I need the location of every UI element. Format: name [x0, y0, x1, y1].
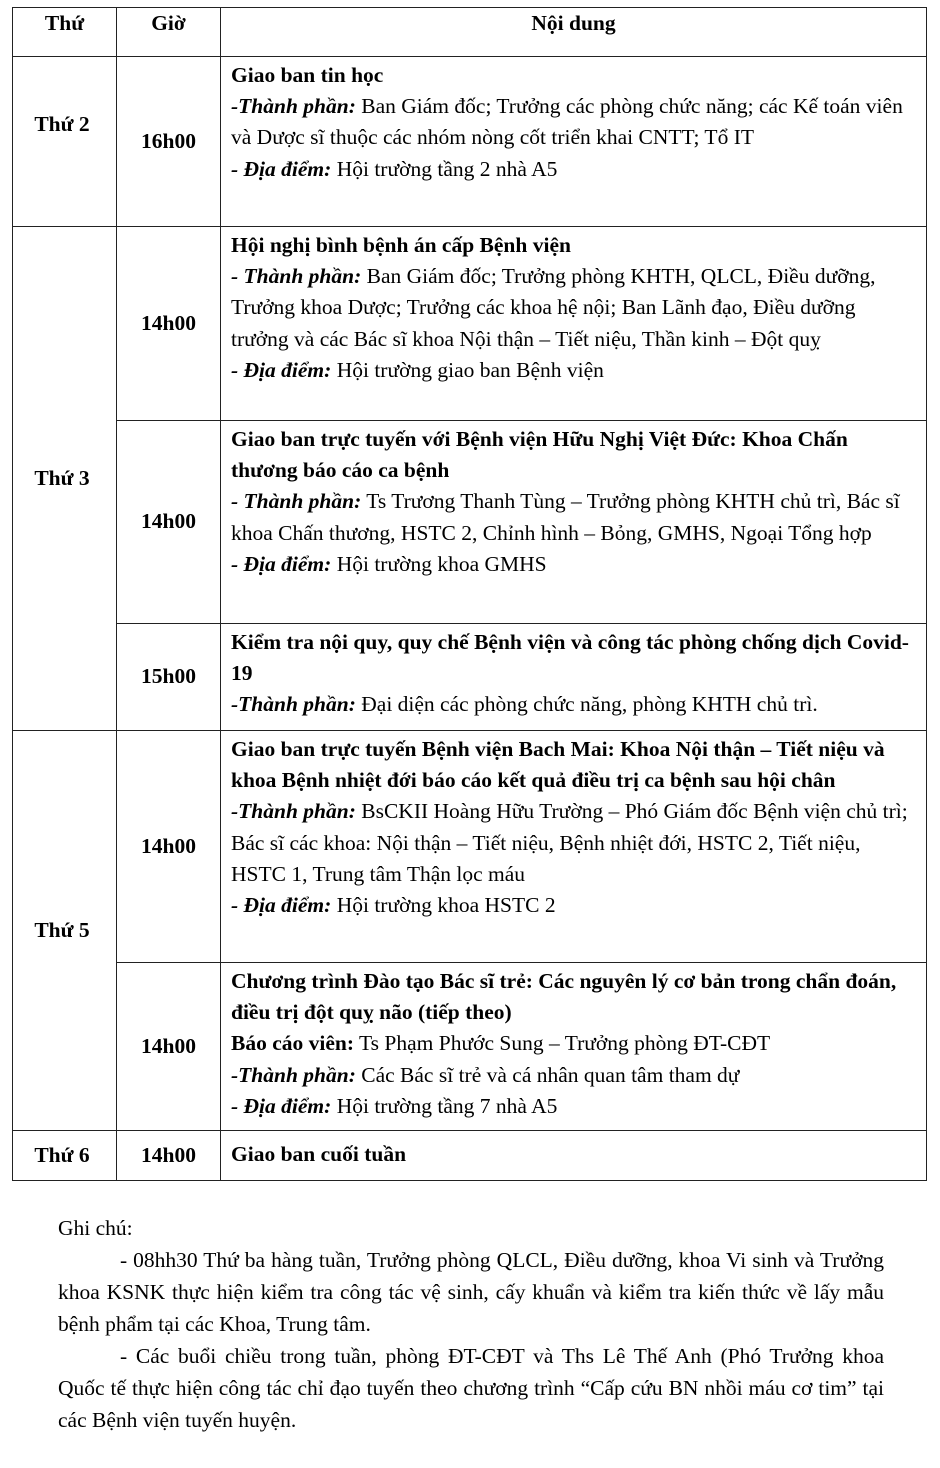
location-line: [231, 1091, 916, 1122]
participants-line: [231, 1060, 916, 1091]
location-text: Hội trường khoa HSTC 2: [331, 893, 556, 918]
time-cell: 14h00: [117, 1131, 221, 1181]
time-cell: 16h00: [117, 57, 221, 227]
participants-label: -Thành phần:: [231, 692, 356, 717]
participants-line: [231, 796, 916, 890]
participants-line: [231, 689, 916, 720]
participants-text: BsCKII Hoàng Hữu Trường – Phó Giám đốc Bệnh viện chủ trì; Bác sĩ các khoa: Nội thận – Tiết niệu, Bệnh nhiệt đới, HSTC 2, Tiết niệu, HSTC 1, Trung tâm Thận lọc máu: [231, 799, 908, 886]
table-row: [13, 624, 927, 731]
speaker-text: Ts Phạm Phước Sung – Trưởng phòng ĐT-CĐT: [354, 1031, 771, 1056]
header-content: Nội dung: [221, 8, 927, 57]
location-label: - Địa điểm:: [231, 357, 332, 382]
table-row: [13, 963, 927, 1131]
participants-line: [231, 486, 916, 548]
table-row: [13, 1131, 927, 1181]
participants-text: Ban Giám đốc; Trưởng phòng KHTH, QLCL, Điều dưỡng, Trưởng khoa Dược; Trưởng các khoa hệ nội; Ban Lãnh đạo, Điều dưỡng trưởng và các Bác sĩ khoa Nội thận – Tiết niệu, Thần kinh – Đột quỵ: [231, 264, 876, 351]
header-time: Giờ: [117, 8, 221, 57]
location-label: - Địa điểm:: [231, 156, 332, 181]
header-day: Thứ: [13, 8, 117, 57]
table-row: [13, 731, 927, 963]
participants-label: -Thành phần:: [231, 799, 356, 824]
time-cell: 15h00: [117, 624, 221, 731]
note-item: - Các buổi chiều trong tuần, phòng ĐT-CĐT và Ths Lê Thế Anh (Phó Trưởng khoa Quốc tế thực hiện công tác chỉ đạo tuyến theo chương trình “Cấp cứu BN nhồi máu cơ tim” tại các Bệnh viện tuyến huyện.: [58, 1344, 884, 1432]
event-title: Kiểm tra nội quy, quy chế Bệnh viện và công tác phòng chống dịch Covid-19: [231, 630, 909, 686]
header-row: [13, 8, 927, 57]
location-line: [231, 549, 916, 580]
time-cell: 14h00: [117, 421, 221, 624]
table-row: [13, 227, 927, 421]
participants-line: [231, 91, 916, 153]
event-title: Giao ban trực tuyến Bệnh viện Bach Mai: Khoa Nội thận – Tiết niệu và khoa Bệnh nhiệt đới báo cáo kết quả điều trị ca bệnh sau hội chân: [231, 737, 885, 793]
location-line: [231, 355, 916, 386]
location-line: [231, 154, 916, 185]
participants-text: Các Bác sĩ trẻ và cá nhân quan tâm tham dự: [355, 1062, 740, 1087]
location-label: - Địa điểm:: [231, 551, 332, 576]
participants-label: -Thành phần:: [231, 94, 356, 119]
participants-line: [231, 261, 916, 355]
content-cell: [221, 731, 927, 963]
event-title: Giao ban trực tuyến với Bệnh viện Hữu Nghị Việt Đức: Khoa Chấn thương báo cáo ca bệnh: [231, 427, 848, 483]
location-label: - Địa điểm:: [231, 1093, 332, 1118]
event-title: Hội nghị bình bệnh án cấp Bệnh viện: [231, 233, 571, 257]
speaker-label: Báo cáo viên:: [231, 1031, 355, 1056]
participants-label: - Thành phần:: [231, 489, 362, 514]
location-label: - Địa điểm:: [231, 893, 332, 918]
content-cell: [221, 1131, 927, 1181]
location-line: [231, 890, 916, 921]
participants-label: - Thành phần:: [231, 264, 362, 289]
speaker-line: [231, 1028, 916, 1059]
participants-text: Ts Trương Thanh Tùng – Trưởng phòng KHTH chủ trì, Bác sĩ khoa Chấn thương, HSTC 2, Chỉnh hình – Bỏng, GMHS, Ngoại Tổng hợp: [231, 489, 900, 545]
day-cell: Thứ 5: [13, 731, 117, 1131]
content-cell: [221, 963, 927, 1131]
day-cell: Thứ 6: [13, 1131, 117, 1181]
table-row: [13, 57, 927, 227]
note-item: - 08hh30 Thứ ba hàng tuần, Trưởng phòng QLCL, Điều dưỡng, khoa Vi sinh và Trưởng khoa KSNK thực hiện kiểm tra công tác vệ sinh, cấy khuẩn và kiểm tra kiến thức về lấy mẫu bệnh phẩm tại các Khoa, Trung tâm.: [58, 1248, 884, 1336]
location-text: Hội trường tầng 7 nhà A5: [331, 1093, 558, 1118]
time-cell: 14h00: [117, 731, 221, 963]
time-cell: 14h00: [117, 963, 221, 1131]
day-cell: Thứ 2: [13, 57, 117, 227]
content-cell: [221, 624, 927, 731]
participants-text: Ban Giám đốc; Trưởng các phòng chức năng; các Kế toán viên và Dược sĩ thuộc các nhóm nòng cốt triển khai CNTT; Tổ IT: [231, 94, 903, 150]
notes-section: [58, 1212, 884, 1436]
location-text: Hội trường khoa GMHS: [331, 551, 547, 576]
content-cell: [221, 227, 927, 421]
time-cell: 14h00: [117, 227, 221, 421]
event-title: Giao ban cuối tuần: [231, 1141, 407, 1166]
table-row: [13, 421, 927, 624]
day-cell: Thứ 3: [13, 227, 117, 731]
schedule-table: [12, 7, 927, 1181]
content-cell: [221, 421, 927, 624]
location-text: Hội trường giao ban Bệnh viện: [331, 357, 604, 382]
notes-heading: Ghi chú:: [58, 1216, 133, 1240]
event-title: Chương trình Đào tạo Bác sĩ trẻ: Các nguyên lý cơ bản trong chẩn đoán, điều trị đột quỵ não (tiếp theo): [231, 969, 897, 1025]
event-title: Giao ban tin học: [231, 63, 384, 87]
participants-label: -Thành phần:: [231, 1062, 356, 1087]
content-cell: [221, 57, 927, 227]
location-text: Hội trường tầng 2 nhà A5: [331, 156, 558, 181]
participants-text: Đại diện các phòng chức năng, phòng KHTH chủ trì.: [355, 692, 818, 717]
